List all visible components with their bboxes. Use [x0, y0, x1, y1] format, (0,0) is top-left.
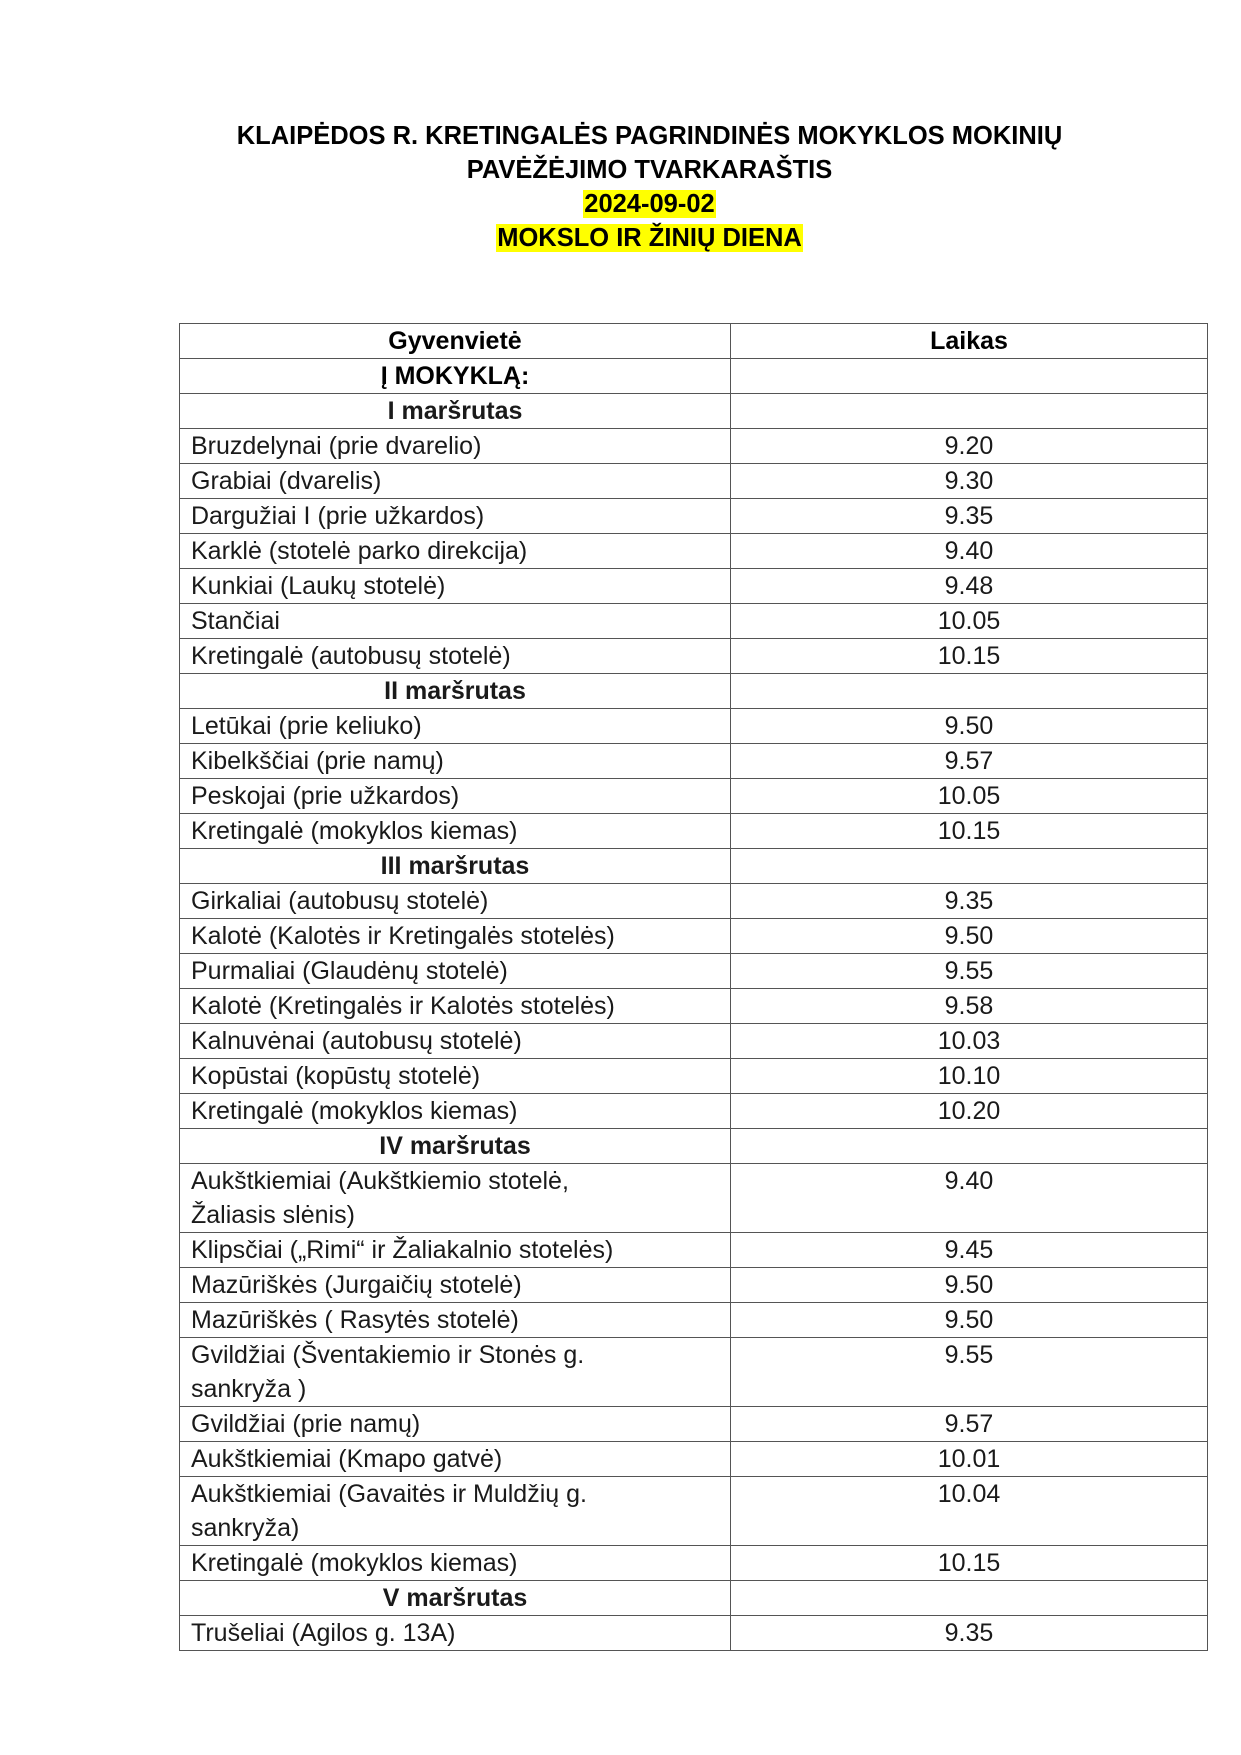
stop-place — [180, 709, 731, 744]
table-row — [180, 814, 1208, 849]
direction-time-empty — [731, 359, 1208, 394]
route-section-row — [180, 394, 1208, 429]
table-row — [180, 709, 1208, 744]
stop-time: 9.40 — [731, 1164, 1208, 1233]
stop-place-line: Kretingalė (mokyklos kiemas) — [191, 1549, 518, 1577]
stop-time: 9.35 — [731, 1616, 1208, 1651]
stop-time: 9.58 — [731, 989, 1208, 1024]
stop-time: 9.50 — [731, 1268, 1208, 1303]
stop-place — [180, 744, 731, 779]
table-row — [180, 1164, 1208, 1233]
stop-place — [180, 1094, 731, 1129]
table-row — [180, 919, 1208, 954]
stop-time: 9.45 — [731, 1233, 1208, 1268]
stop-time: 9.48 — [731, 569, 1208, 604]
stop-place-line: Kalotė (Kalotės ir Kretingalės stotelės) — [191, 922, 615, 950]
route-label: I maršrutas — [180, 394, 731, 429]
stop-place-line: Gvildžiai (prie namų) — [191, 1410, 421, 1438]
stop-place-line: Aukštkiemiai (Gavaitės ir Muldžių g. — [191, 1480, 587, 1508]
stop-time: 10.03 — [731, 1024, 1208, 1059]
route-section-row — [180, 1129, 1208, 1164]
stop-place-line: Kalotė (Kretingalės ir Kalotės stotelės) — [191, 992, 615, 1020]
route-time-empty — [731, 674, 1208, 709]
stop-place — [180, 1546, 731, 1581]
table-row — [180, 604, 1208, 639]
stop-time: 10.10 — [731, 1059, 1208, 1094]
stop-place — [180, 1233, 731, 1268]
table-row — [180, 464, 1208, 499]
stop-place — [180, 814, 731, 849]
stop-place-line: Kibelkščiai (prie namų) — [191, 747, 444, 775]
table-row — [180, 1338, 1208, 1407]
stop-place — [180, 779, 731, 814]
stop-place — [180, 1616, 731, 1651]
route-label: V maršrutas — [180, 1581, 731, 1616]
stop-time: 9.30 — [731, 464, 1208, 499]
header-time: Laikas — [731, 324, 1208, 359]
route-label: IV maršrutas — [180, 1129, 731, 1164]
stop-time: 9.40 — [731, 534, 1208, 569]
stop-place — [180, 534, 731, 569]
schedule-table — [179, 323, 1208, 1651]
stop-time: 10.15 — [731, 1546, 1208, 1581]
table-row — [180, 1546, 1208, 1581]
stop-place-line: Mazūriškės (Jurgaičių stotelė) — [191, 1271, 522, 1299]
stop-place-line: Kopūstai (kopūstų stotelė) — [191, 1062, 481, 1090]
stop-time: 9.50 — [731, 919, 1208, 954]
table-row — [180, 884, 1208, 919]
stop-place — [180, 499, 731, 534]
stop-place-line: Letūkai (prie keliuko) — [191, 712, 422, 740]
date-highlight: 2024-09-02 — [584, 190, 715, 218]
table-row — [180, 1059, 1208, 1094]
stop-place — [180, 639, 731, 674]
route-time-empty — [731, 849, 1208, 884]
table-row — [180, 779, 1208, 814]
stop-time: 9.35 — [731, 884, 1208, 919]
stop-place-line-2: sankryža ) — [191, 1375, 307, 1403]
stop-place — [180, 1024, 731, 1059]
stop-place-line-2: sankryža) — [191, 1514, 300, 1542]
title-line-1: KLAIPĖDOS R. KRETINGALĖS PAGRINDINĖS MOKYKLOS MOKINIŲ — [236, 122, 1063, 150]
table-row — [180, 1407, 1208, 1442]
stop-time: 10.01 — [731, 1442, 1208, 1477]
date-line — [58, 187, 1241, 221]
stop-place — [180, 604, 731, 639]
table-row — [180, 1477, 1208, 1546]
title-line-2: PAVĖŽĖJIMO TVARKARAŠTIS — [466, 156, 833, 184]
stop-place — [180, 1477, 731, 1546]
stop-place-line: Aukštkiemiai (Aukštkiemio stotelė, — [191, 1167, 569, 1195]
stop-place — [180, 1303, 731, 1338]
table-row — [180, 569, 1208, 604]
stop-time: 10.15 — [731, 639, 1208, 674]
stop-time: 9.35 — [731, 499, 1208, 534]
stop-place-line: Stančiai — [191, 607, 280, 635]
stop-place-line: Purmaliai (Glaudėnų stotelė) — [191, 957, 508, 985]
stop-time: 10.20 — [731, 1094, 1208, 1129]
event-line — [58, 221, 1241, 255]
table-header-row — [180, 324, 1208, 359]
direction-label: Į MOKYKLĄ: — [180, 359, 731, 394]
stop-time: 9.55 — [731, 1338, 1208, 1407]
stop-place — [180, 1338, 731, 1407]
stop-time: 9.57 — [731, 1407, 1208, 1442]
stop-time: 9.20 — [731, 429, 1208, 464]
stop-time: 10.05 — [731, 779, 1208, 814]
stop-place-line: Peskojai (prie užkardos) — [191, 782, 460, 810]
stop-place-line: Mazūriškės ( Rasytės stotelė) — [191, 1306, 519, 1334]
stop-place — [180, 919, 731, 954]
table-row — [180, 1616, 1208, 1651]
stop-place-line: Aukštkiemiai (Kmapo gatvė) — [191, 1445, 503, 1473]
stop-place-line: Grabiai (dvarelis) — [191, 467, 382, 495]
stop-place-line: Kretingalė (mokyklos kiemas) — [191, 1097, 518, 1125]
stop-place — [180, 1407, 731, 1442]
table-row — [180, 744, 1208, 779]
stop-place — [180, 429, 731, 464]
table-row — [180, 954, 1208, 989]
stop-place-line: Trušeliai (Agilos g. 13A) — [191, 1619, 456, 1647]
table-row — [180, 989, 1208, 1024]
table-row — [180, 1094, 1208, 1129]
route-label: III maršrutas — [180, 849, 731, 884]
table-row — [180, 429, 1208, 464]
stop-place — [180, 989, 731, 1024]
stop-place-line: Karklė (stotelė parko direkcija) — [191, 537, 528, 565]
route-section-row — [180, 674, 1208, 709]
stop-place — [180, 1164, 731, 1233]
stop-place — [180, 464, 731, 499]
stop-time: 9.57 — [731, 744, 1208, 779]
stop-time: 10.15 — [731, 814, 1208, 849]
table-row — [180, 534, 1208, 569]
stop-time: 9.50 — [731, 1303, 1208, 1338]
stop-place-line: Gvildžiai (Šventakiemio ir Stonės g. — [191, 1341, 585, 1369]
stop-place-line: Dargužiai I (prie užkardos) — [191, 502, 485, 530]
stop-time: 9.55 — [731, 954, 1208, 989]
stop-place-line: Klipsčiai („Rimi“ ir Žaliakalnio stotelės) — [191, 1236, 614, 1264]
event-highlight: MOKSLO IR ŽINIŲ DIENA — [497, 224, 802, 252]
header-place: Gyvenvietė — [180, 324, 731, 359]
table-row — [180, 499, 1208, 534]
table-row — [180, 639, 1208, 674]
stop-place — [180, 1442, 731, 1477]
stop-place — [180, 569, 731, 604]
stop-place — [180, 1059, 731, 1094]
stop-place — [180, 1268, 731, 1303]
table-row — [180, 1024, 1208, 1059]
document-title-block — [0, 119, 1241, 255]
stop-time: 10.04 — [731, 1477, 1208, 1546]
stop-place-line: Kretingalė (mokyklos kiemas) — [191, 817, 518, 845]
stop-place-line: Kalnuvėnai (autobusų stotelė) — [191, 1027, 522, 1055]
route-time-empty — [731, 1129, 1208, 1164]
route-label: II maršrutas — [180, 674, 731, 709]
table-row — [180, 1303, 1208, 1338]
stop-place — [180, 884, 731, 919]
stop-place-line-2: Žaliasis slėnis) — [191, 1201, 355, 1229]
stop-place — [180, 954, 731, 989]
direction-row — [180, 359, 1208, 394]
stop-time: 10.05 — [731, 604, 1208, 639]
stop-place-line: Girkaliai (autobusų stotelė) — [191, 887, 489, 915]
route-section-row — [180, 1581, 1208, 1616]
stop-place-line: Kretingalė (autobusų stotelė) — [191, 642, 511, 670]
stop-place-line: Bruzdelynai (prie dvarelio) — [191, 432, 482, 460]
table-row — [180, 1268, 1208, 1303]
route-time-empty — [731, 394, 1208, 429]
route-section-row — [180, 849, 1208, 884]
table-row — [180, 1442, 1208, 1477]
stop-place-line: Kunkiai (Laukų stotelė) — [191, 572, 446, 600]
route-time-empty — [731, 1581, 1208, 1616]
table-row — [180, 1233, 1208, 1268]
stop-time: 9.50 — [731, 709, 1208, 744]
